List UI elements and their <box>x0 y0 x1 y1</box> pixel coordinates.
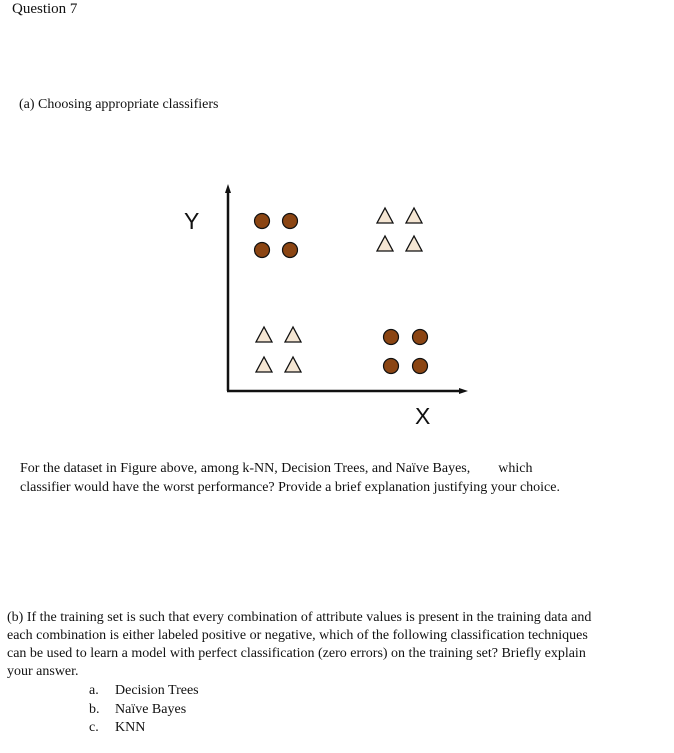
circle-point <box>413 330 428 345</box>
option-naive-bayes <box>89 702 186 718</box>
x-axis-arrowhead <box>459 388 468 394</box>
circle-point <box>283 243 298 258</box>
part-a-heading: (a) Choosing appropriate classifiers <box>19 97 219 112</box>
triangle-point <box>406 208 422 223</box>
circle-point <box>413 359 428 374</box>
circle-point <box>255 214 270 229</box>
circle-point <box>255 243 270 258</box>
option-letter: b. <box>89 702 100 717</box>
circle-point <box>384 330 399 345</box>
x-axis-label: X <box>415 403 431 429</box>
option-text: KNN <box>115 720 146 735</box>
triangle-point <box>256 357 272 372</box>
option-text: Naïve Bayes <box>115 702 187 717</box>
triangle-point <box>256 327 272 342</box>
part-a-question-line-1-tail: which <box>498 461 533 476</box>
triangle-point <box>285 357 301 372</box>
part-a-question-line-1 <box>20 461 532 477</box>
triangle-point <box>285 327 301 342</box>
circle-point <box>283 214 298 229</box>
option-letter: a. <box>89 683 99 698</box>
y-axis-arrowhead <box>225 184 231 193</box>
y-axis-label: Y <box>184 208 200 234</box>
part-a-question-line-2: classifier would have the worst performance? Provide a brief explanation justifying your choice. <box>20 480 560 495</box>
part-b-line-1: (b) If the training set is such that every combination of attribute values is present in the training data and <box>7 610 592 625</box>
option-decision-trees <box>89 683 199 699</box>
part-a-question-line-1-text: For the dataset in Figure above, among k-NN, Decision Trees, and Naïve Bayes, <box>20 461 471 476</box>
circle-point <box>384 359 399 374</box>
option-knn <box>89 720 145 736</box>
part-b-line-3: can be used to learn a model with perfect classification (zero errors) on the training set? Briefly explain <box>7 646 586 661</box>
option-letter: c. <box>89 720 99 735</box>
triangle-point <box>377 208 393 223</box>
part-b-line-2: each combination is either labeled positive or negative, which of the following classification techniques <box>7 628 588 643</box>
part-b-line-4: your answer. <box>7 664 79 679</box>
triangle-point <box>406 236 422 251</box>
option-text: Decision Trees <box>115 683 199 698</box>
triangle-point <box>377 236 393 251</box>
question-title: Question 7 <box>12 1 78 17</box>
